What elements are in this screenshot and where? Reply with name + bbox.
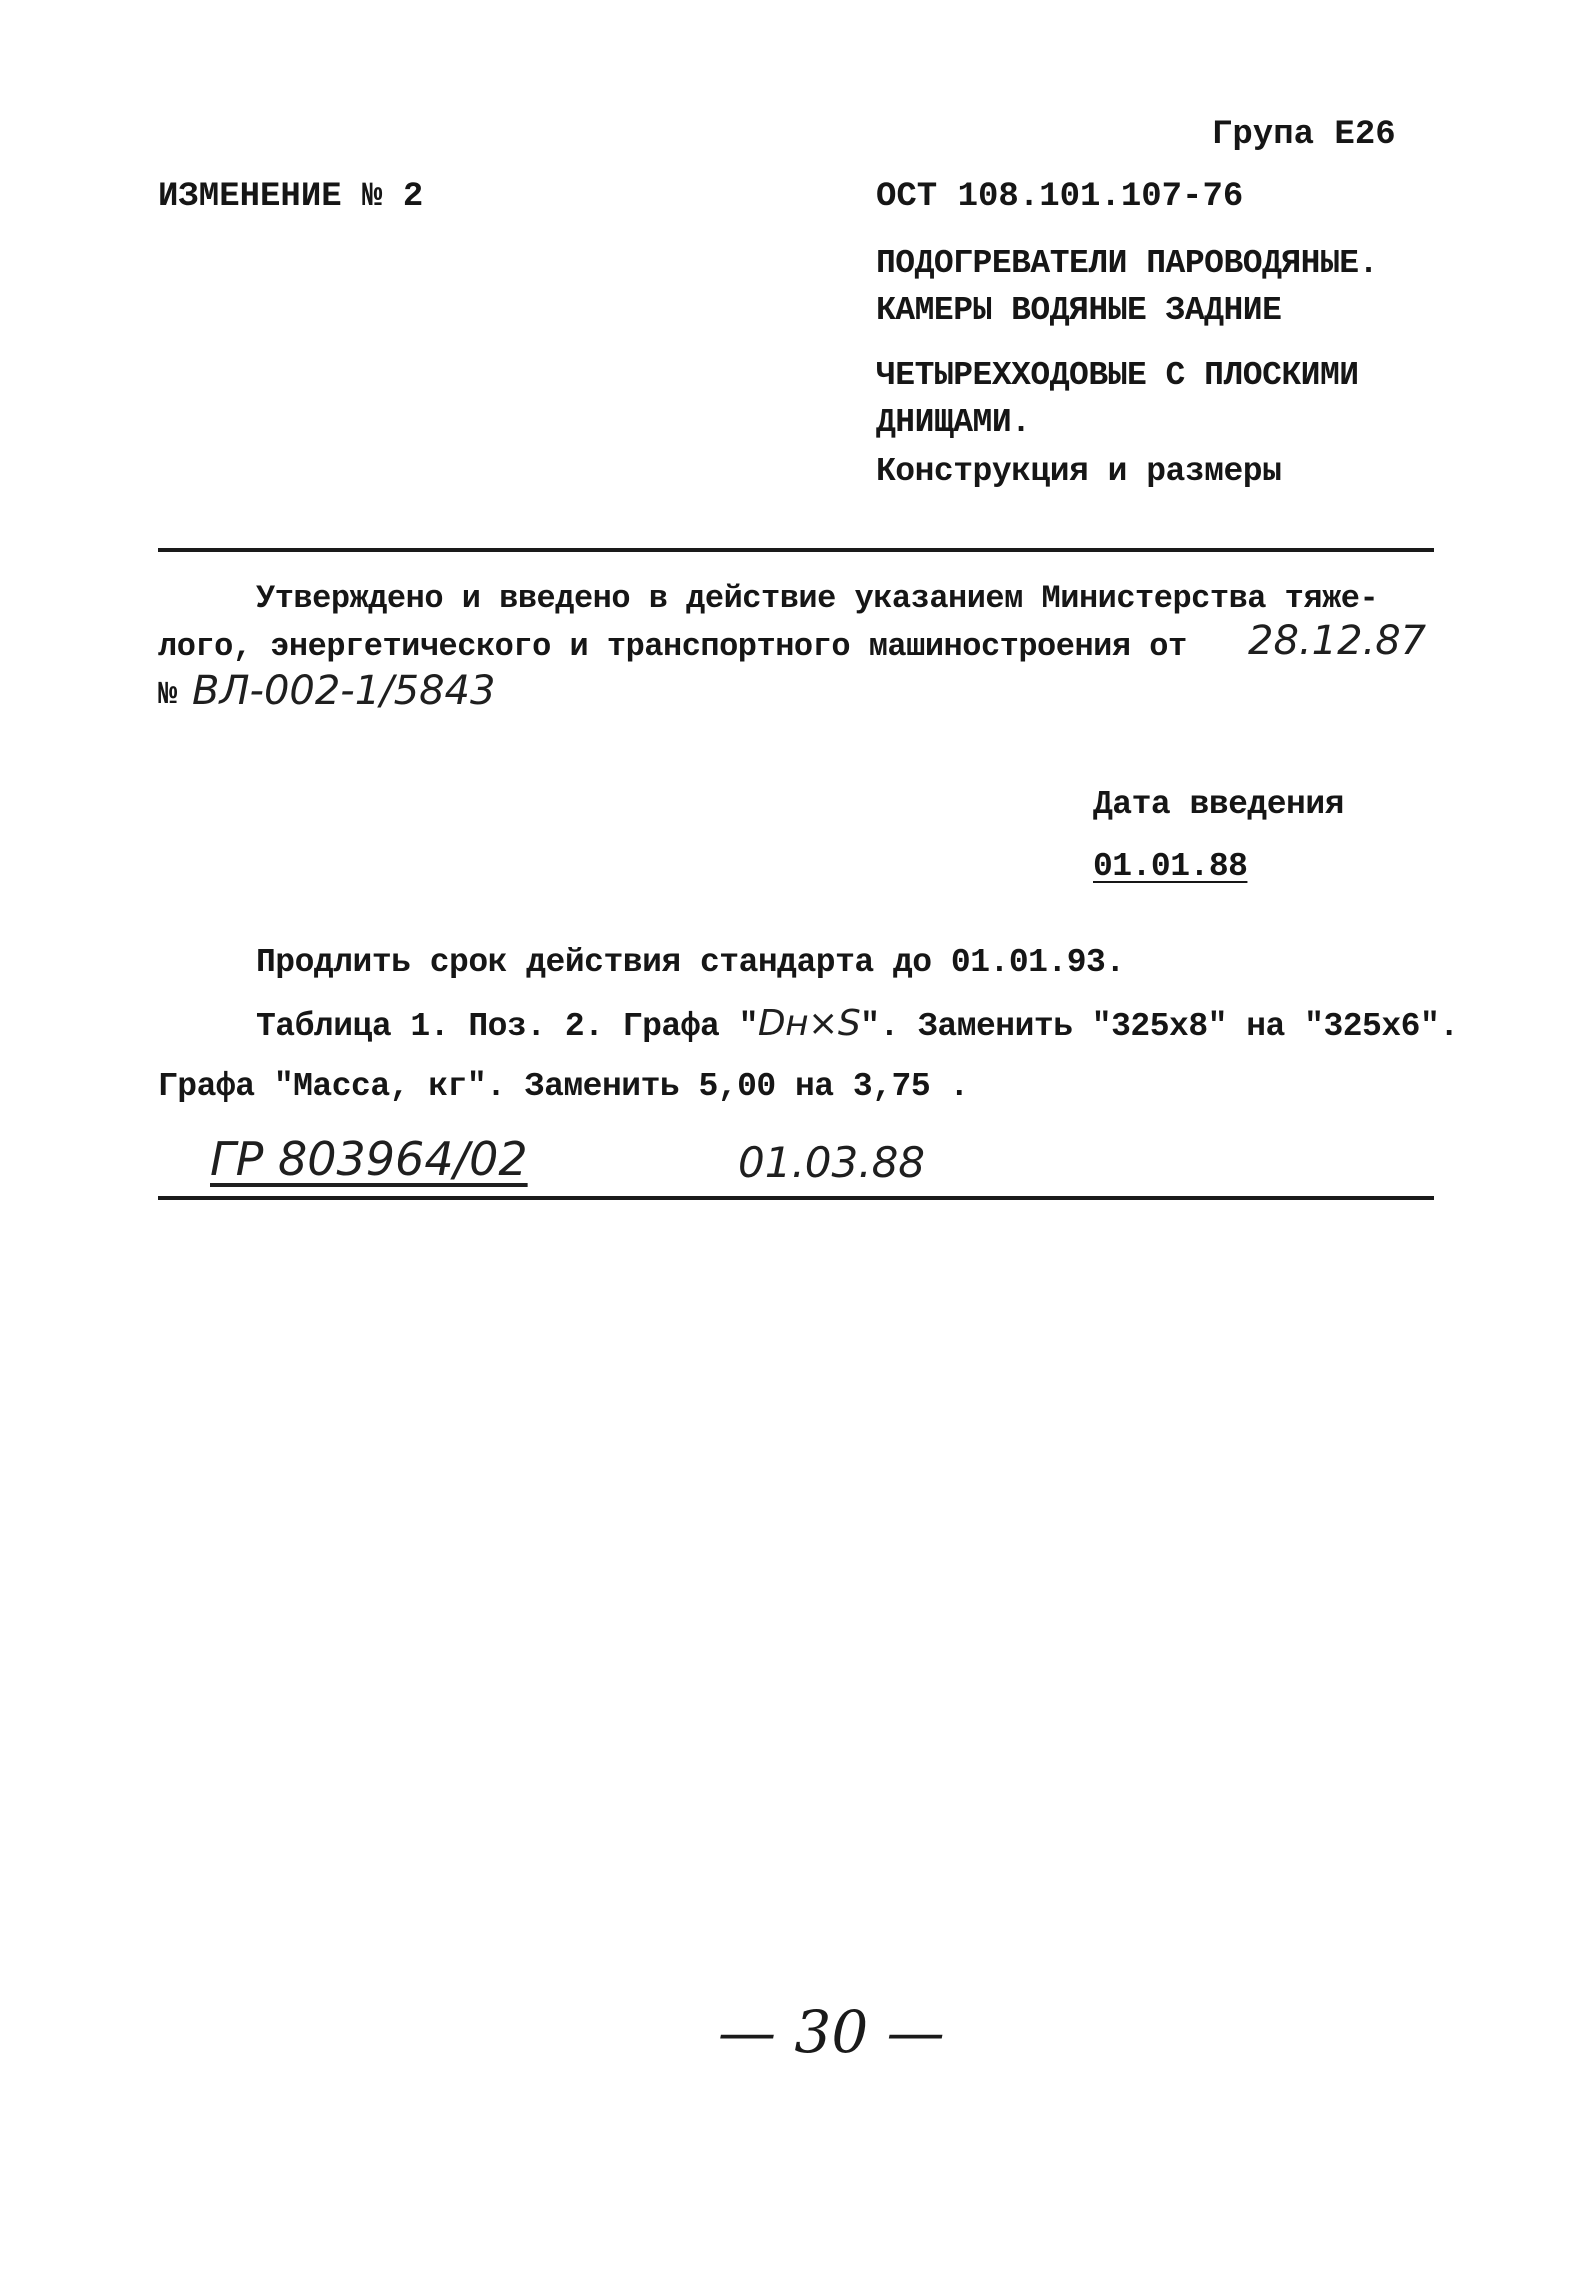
approval-number-handwritten: ВЛ-002-1/5843 [192, 668, 496, 714]
approval-line-1: Утверждено и введено в действие указанием Министерства тяже- [256, 580, 1379, 617]
registration-code: ГР 803964/02 [210, 1132, 528, 1186]
title-line-2: КАМЕРЫ ВОДЯНЫЕ ЗАДНИЕ [876, 292, 1282, 329]
dimension-symbol: Dн×S [757, 1003, 861, 1044]
standard-number: ОСТ 108.101.107-76 [876, 178, 1244, 216]
registration-date: 01.03.88 [738, 1138, 926, 1187]
effective-date-value: 01.01.88 [1093, 848, 1248, 885]
group-label: Група E26 [1212, 116, 1396, 154]
body-line-2-end: ". Заменить "325х8" на "325х6". [860, 1008, 1459, 1045]
change-number: ИЗМЕНЕНИЕ № 2 [158, 178, 424, 216]
body-line-1: Продлить срок действия стандарта до 01.01.93. [256, 944, 1125, 981]
body-line-2 [256, 1003, 1459, 1045]
approval-date-handwritten: 28.12.87 [1248, 618, 1427, 664]
title-line-1: ПОДОГРЕВАТЕЛИ ПАРОВОДЯНЫЕ. [876, 245, 1378, 282]
approval-number-prefix: № [158, 676, 177, 713]
page-number: — 30 — [718, 1998, 945, 2066]
title-line-3: ЧЕТЫРЕХХОДОВЫЕ С ПЛОСКИМИ [876, 357, 1359, 394]
body-line-3: Графа "Масса, кг". Заменить 5,00 на 3,75 . [158, 1068, 969, 1105]
top-divider [158, 548, 1434, 552]
body-line-2-start: Таблица 1. Поз. 2. Графа " [256, 1008, 758, 1045]
approval-line-2: лого, энергетического и транспортного машиностроения от [158, 628, 1187, 665]
bottom-divider [158, 1196, 1434, 1200]
effective-date-label: Дата введения [1093, 786, 1344, 823]
title-line-5: Конструкция и размеры [876, 453, 1282, 490]
title-line-4: ДНИЩАМИ. [876, 404, 1031, 441]
